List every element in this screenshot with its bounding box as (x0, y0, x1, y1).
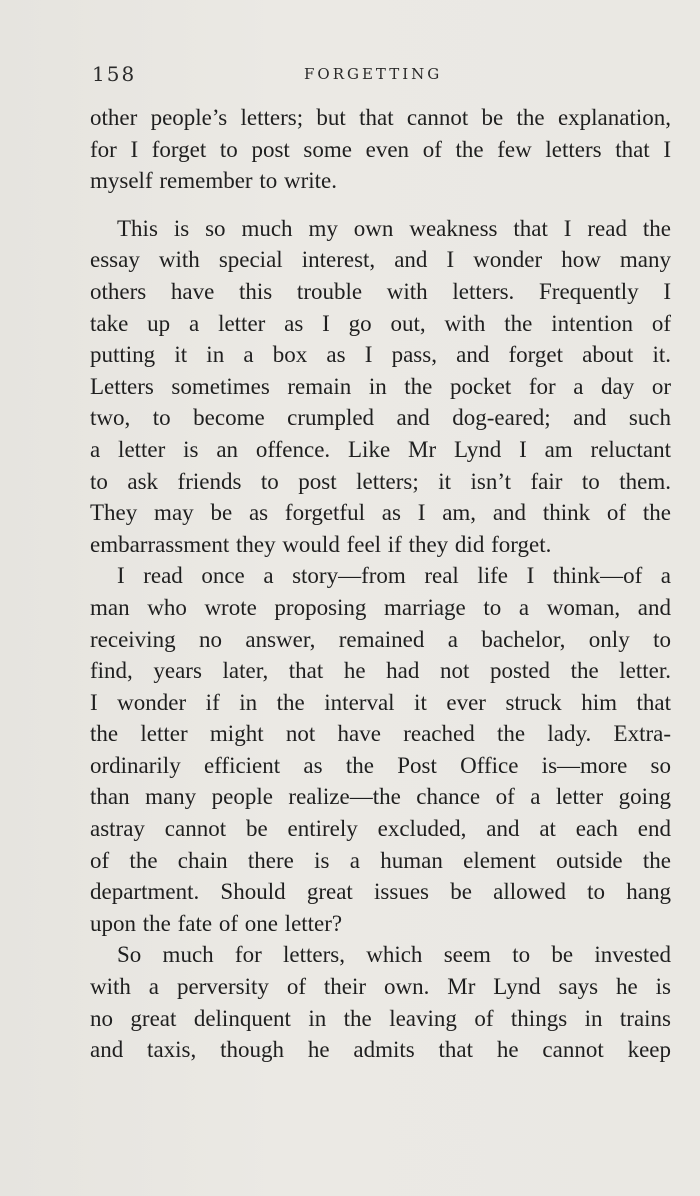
running-head (92, 62, 670, 88)
text-line: essay with special interest, and I wonder how many (90, 247, 671, 273)
text-line: astray cannot be entirely excluded, and at each end (90, 816, 671, 842)
text-line: department. Should great issues be allowed to hang (90, 879, 671, 905)
paragraph (90, 939, 671, 1065)
text-line: receiving no answer, remained a bachelor, only to (90, 626, 671, 652)
text-line: myself remember to write. (90, 168, 337, 194)
page-number: 158 (92, 62, 137, 86)
text-line: no great delinquent in the leaving of things in trains (90, 1005, 671, 1031)
text-line: with a perversity of their own. Mr Lynd says he is (90, 974, 671, 1000)
paragraph (90, 213, 671, 561)
text-line: a letter is an offence. Like Mr Lynd I am reluctant (90, 436, 671, 462)
text-line: They may be as forgetful as I am, and think of the (90, 500, 671, 526)
paragraph-gap (90, 197, 671, 213)
paragraph (90, 560, 671, 939)
body-text (90, 102, 671, 1066)
text-line: ordinarily efficient as the Post Office is—more so (90, 752, 671, 778)
text-line: This is so much my own weakness that I read the (117, 215, 671, 241)
text-line: and taxis, though he admits that he cannot keep (90, 1037, 671, 1063)
text-line: to ask friends to post letters; it isn’t fair to them. (90, 468, 671, 494)
text-line: Letters sometimes remain in the pocket for a day or (90, 373, 671, 399)
text-line: I read once a story—from real life I think—of a (117, 563, 671, 589)
text-line: upon the fate of one letter? (90, 910, 343, 936)
text-line: So much for letters, which seem to be invested (117, 942, 671, 968)
text-line: other people’s letters; but that cannot be the explanation, (90, 105, 671, 130)
text-line: embarrassment they would feel if they did forget. (90, 531, 552, 557)
text-line: man who wrote proposing marriage to a woman, and (90, 594, 671, 620)
text-line: take up a letter as I go out, with the intention of (90, 310, 671, 336)
text-line: for I forget to post some even of the few letters that I (90, 136, 671, 162)
text-line: two, to become crumpled and dog-eared; and such (90, 405, 671, 431)
chapter-title: FORGETTING (304, 65, 443, 83)
text-line: than many people realize—the chance of a letter going (90, 784, 671, 810)
paragraph (90, 102, 671, 197)
text-line: putting it in a box as I pass, and forget about it. (90, 342, 671, 368)
text-line: the letter might not have reached the lady. Extra- (90, 721, 671, 747)
text-line: find, years later, that he had not posted the letter. (90, 658, 671, 684)
text-line: I wonder if in the interval it ever struck him that (90, 689, 671, 715)
text-line: of the chain there is a human element outside the (90, 847, 671, 873)
text-line: others have this trouble with letters. Frequently I (90, 278, 671, 304)
